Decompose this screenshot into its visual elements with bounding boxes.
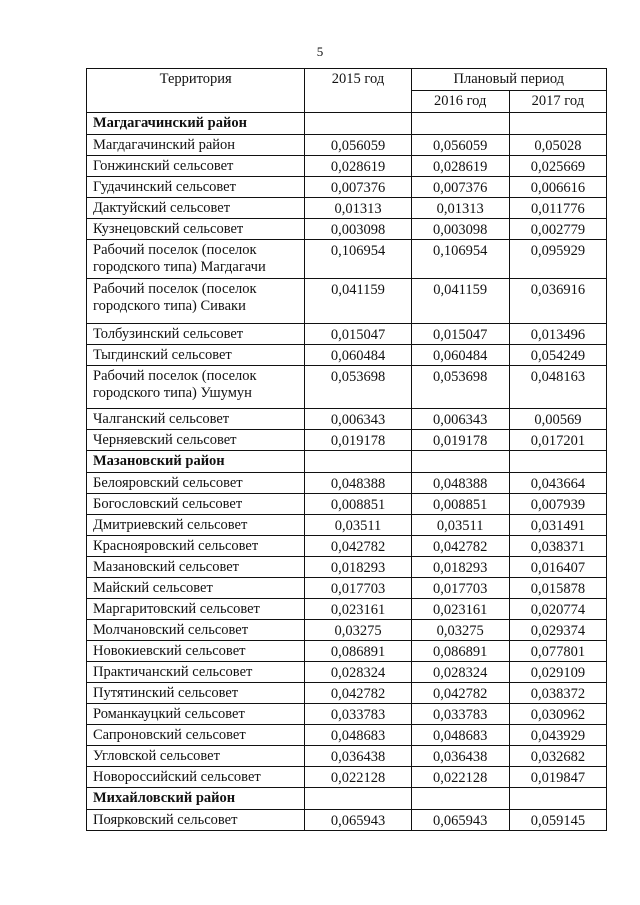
header-2017: 2017 год: [509, 91, 606, 113]
table-row: [87, 810, 607, 831]
value-2017-cell: 0,029374: [509, 620, 606, 641]
empty-cell: [509, 113, 606, 135]
value-2017-cell: 0,036916: [509, 279, 606, 324]
value-2017-cell: 0,029109: [509, 662, 606, 683]
table-row: [87, 345, 607, 366]
value-2016-cell: 0,041159: [411, 279, 509, 324]
value-2017-cell: 0,032682: [509, 746, 606, 767]
value-2015-cell: 0,048388: [305, 473, 411, 494]
value-2015-cell: 0,015047: [305, 324, 411, 345]
territory-name-cell: Тыгдинский сельсовет: [87, 345, 305, 366]
value-2015-cell: 0,007376: [305, 177, 411, 198]
value-2015-cell: 0,008851: [305, 494, 411, 515]
value-2015-cell: 0,042782: [305, 536, 411, 557]
empty-cell: [509, 788, 606, 810]
value-2017-cell: 0,077801: [509, 641, 606, 662]
empty-cell: [305, 451, 411, 473]
header-plan-period: Плановый период: [411, 69, 606, 91]
value-2017-cell: 0,020774: [509, 599, 606, 620]
value-2017-cell: 0,002779: [509, 219, 606, 240]
value-2015-cell: 0,086891: [305, 641, 411, 662]
territory-name-cell: Майский сельсовет: [87, 578, 305, 599]
empty-cell: [411, 788, 509, 810]
territory-name-cell: Белояровский сельсовет: [87, 473, 305, 494]
value-2016-cell: 0,003098: [411, 219, 509, 240]
table-row: [87, 494, 607, 515]
value-2016-cell: 0,086891: [411, 641, 509, 662]
value-2015-cell: 0,048683: [305, 725, 411, 746]
value-2016-cell: 0,028324: [411, 662, 509, 683]
value-2015-cell: 0,033783: [305, 704, 411, 725]
value-2016-cell: 0,007376: [411, 177, 509, 198]
value-2016-cell: 0,017703: [411, 578, 509, 599]
value-2017-cell: 0,059145: [509, 810, 606, 831]
value-2017-cell: 0,030962: [509, 704, 606, 725]
value-2016-cell: 0,022128: [411, 767, 509, 788]
empty-cell: [509, 451, 606, 473]
value-2016-cell: 0,018293: [411, 557, 509, 578]
territory-name-cell: Практичанский сельсовет: [87, 662, 305, 683]
table-row: [87, 662, 607, 683]
territory-name-cell: Поярковский сельсовет: [87, 810, 305, 831]
territory-name-cell: Новокиевский сельсовет: [87, 641, 305, 662]
value-2016-cell: 0,01313: [411, 198, 509, 219]
territory-name-cell: Рабочий поселок (поселок городского типа) Магдагачи: [87, 240, 305, 279]
value-2017-cell: 0,031491: [509, 515, 606, 536]
territory-name-cell: Черняевский сельсовет: [87, 430, 305, 451]
value-2015-cell: 0,106954: [305, 240, 411, 279]
table-row: [87, 366, 607, 409]
value-2016-cell: 0,042782: [411, 536, 509, 557]
table-body: [87, 113, 607, 831]
value-2015-cell: 0,018293: [305, 557, 411, 578]
value-2017-cell: 0,013496: [509, 324, 606, 345]
value-2017-cell: 0,038372: [509, 683, 606, 704]
value-2016-cell: 0,036438: [411, 746, 509, 767]
table-row: [87, 430, 607, 451]
district-row: [87, 451, 607, 473]
territory-name-cell: Гонжинский сельсовет: [87, 156, 305, 177]
territory-name-cell: Угловской сельсовет: [87, 746, 305, 767]
coefficients-table: [86, 68, 607, 831]
value-2017-cell: 0,038371: [509, 536, 606, 557]
value-2015-cell: 0,03511: [305, 515, 411, 536]
value-2016-cell: 0,053698: [411, 366, 509, 409]
territory-name-cell: Рабочий поселок (поселок городского типа) Ушумун: [87, 366, 305, 409]
value-2016-cell: 0,023161: [411, 599, 509, 620]
value-2016-cell: 0,065943: [411, 810, 509, 831]
value-2015-cell: 0,042782: [305, 683, 411, 704]
territory-name-cell: Мазановский сельсовет: [87, 557, 305, 578]
table-row: [87, 599, 607, 620]
territory-name-cell: Богословский сельсовет: [87, 494, 305, 515]
value-2016-cell: 0,015047: [411, 324, 509, 345]
table-row: [87, 620, 607, 641]
header-territory: Территория: [87, 69, 305, 113]
territory-name-cell: Гудачинский сельсовет: [87, 177, 305, 198]
value-2015-cell: 0,006343: [305, 409, 411, 430]
territory-name-cell: Маргаритовский сельсовет: [87, 599, 305, 620]
value-2017-cell: 0,05028: [509, 135, 606, 156]
district-name: Магдагачинский район: [87, 113, 305, 135]
value-2015-cell: 0,022128: [305, 767, 411, 788]
table-row: [87, 156, 607, 177]
value-2017-cell: 0,054249: [509, 345, 606, 366]
table-row: [87, 324, 607, 345]
value-2017-cell: 0,043929: [509, 725, 606, 746]
territory-name-cell: Молчановский сельсовет: [87, 620, 305, 641]
value-2016-cell: 0,042782: [411, 683, 509, 704]
page-number: 5: [316, 44, 324, 59]
empty-cell: [305, 113, 411, 135]
value-2017-cell: 0,025669: [509, 156, 606, 177]
value-2015-cell: 0,056059: [305, 135, 411, 156]
value-2017-cell: 0,007939: [509, 494, 606, 515]
territory-name-cell: Краснояровский сельсовет: [87, 536, 305, 557]
table-row: [87, 198, 607, 219]
table-row: [87, 473, 607, 494]
territory-name-cell: Магдагачинский район: [87, 135, 305, 156]
value-2017-cell: 0,019847: [509, 767, 606, 788]
value-2015-cell: 0,028619: [305, 156, 411, 177]
table-row: [87, 279, 607, 324]
value-2017-cell: 0,016407: [509, 557, 606, 578]
value-2015-cell: 0,065943: [305, 810, 411, 831]
value-2016-cell: 0,03511: [411, 515, 509, 536]
header-2015: 2015 год: [305, 69, 411, 113]
value-2016-cell: 0,048388: [411, 473, 509, 494]
value-2016-cell: 0,033783: [411, 704, 509, 725]
value-2015-cell: 0,041159: [305, 279, 411, 324]
value-2017-cell: 0,017201: [509, 430, 606, 451]
value-2016-cell: 0,006343: [411, 409, 509, 430]
territory-name-cell: Дактуйский сельсовет: [87, 198, 305, 219]
table-row: [87, 177, 607, 198]
value-2015-cell: 0,023161: [305, 599, 411, 620]
value-2015-cell: 0,028324: [305, 662, 411, 683]
empty-cell: [305, 788, 411, 810]
table-row: [87, 219, 607, 240]
value-2017-cell: 0,095929: [509, 240, 606, 279]
value-2017-cell: 0,00569: [509, 409, 606, 430]
table-row: [87, 746, 607, 767]
value-2016-cell: 0,028619: [411, 156, 509, 177]
territory-name-cell: Дмитриевский сельсовет: [87, 515, 305, 536]
empty-cell: [411, 113, 509, 135]
value-2017-cell: 0,048163: [509, 366, 606, 409]
value-2016-cell: 0,03275: [411, 620, 509, 641]
territory-name-cell: Новороссийский сельсовет: [87, 767, 305, 788]
value-2015-cell: 0,036438: [305, 746, 411, 767]
district-row: [87, 113, 607, 135]
table-row: [87, 641, 607, 662]
district-row: [87, 788, 607, 810]
table-row: [87, 536, 607, 557]
table-row: [87, 767, 607, 788]
value-2015-cell: 0,053698: [305, 366, 411, 409]
table-row: [87, 683, 607, 704]
empty-cell: [411, 451, 509, 473]
value-2016-cell: 0,048683: [411, 725, 509, 746]
table-row: [87, 515, 607, 536]
territory-name-cell: Рабочий поселок (поселок городского типа) Сиваки: [87, 279, 305, 324]
value-2017-cell: 0,015878: [509, 578, 606, 599]
territory-name-cell: Толбузинский сельсовет: [87, 324, 305, 345]
table-row: [87, 240, 607, 279]
value-2015-cell: 0,017703: [305, 578, 411, 599]
value-2015-cell: 0,01313: [305, 198, 411, 219]
value-2017-cell: 0,043664: [509, 473, 606, 494]
territory-name-cell: Чалганский сельсовет: [87, 409, 305, 430]
table-row: [87, 578, 607, 599]
value-2015-cell: 0,03275: [305, 620, 411, 641]
value-2016-cell: 0,008851: [411, 494, 509, 515]
value-2015-cell: 0,060484: [305, 345, 411, 366]
table-row: [87, 725, 607, 746]
value-2016-cell: 0,056059: [411, 135, 509, 156]
table-row: [87, 704, 607, 725]
header-2016: 2016 год: [411, 91, 509, 113]
value-2015-cell: 0,003098: [305, 219, 411, 240]
table-row: [87, 557, 607, 578]
value-2016-cell: 0,106954: [411, 240, 509, 279]
district-name: Мазановский район: [87, 451, 305, 473]
value-2016-cell: 0,060484: [411, 345, 509, 366]
territory-name-cell: Кузнецовский сельсовет: [87, 219, 305, 240]
value-2016-cell: 0,019178: [411, 430, 509, 451]
value-2017-cell: 0,011776: [509, 198, 606, 219]
territory-name-cell: Сапроновский сельсовет: [87, 725, 305, 746]
value-2017-cell: 0,006616: [509, 177, 606, 198]
territory-name-cell: Романкауцкий сельсовет: [87, 704, 305, 725]
value-2015-cell: 0,019178: [305, 430, 411, 451]
table-row: [87, 409, 607, 430]
table-row: [87, 135, 607, 156]
district-name: Михайловский район: [87, 788, 305, 810]
territory-name-cell: Путятинский сельсовет: [87, 683, 305, 704]
